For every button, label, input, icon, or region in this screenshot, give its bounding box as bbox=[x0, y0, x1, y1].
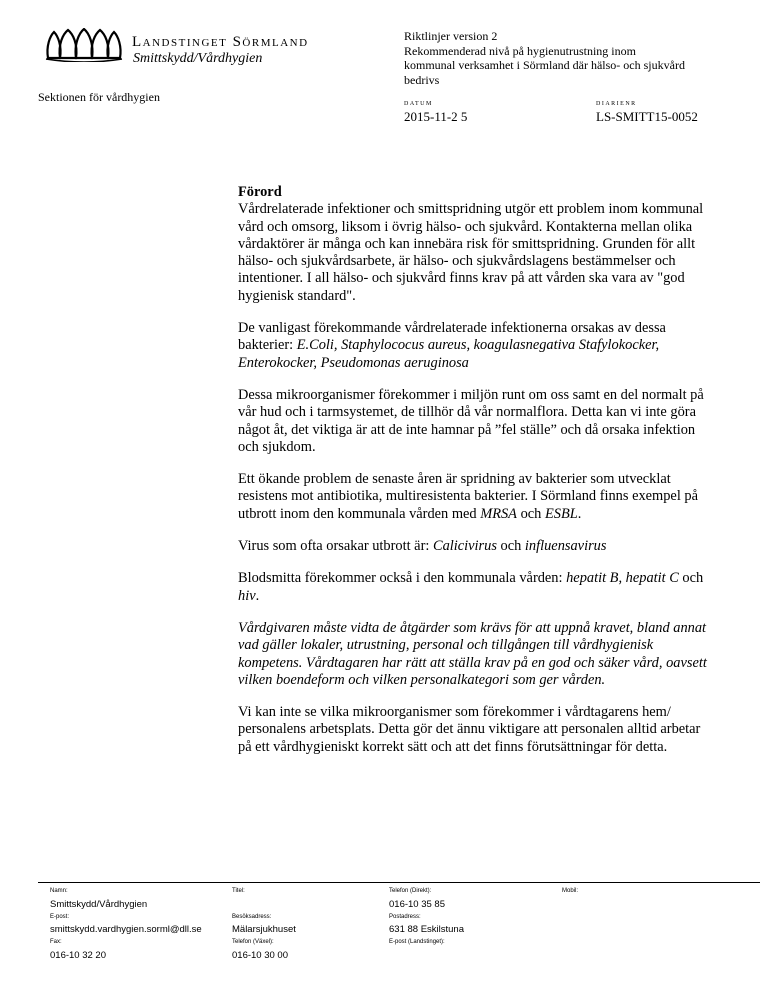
paragraph-6 bbox=[238, 570, 710, 605]
conjunction: och bbox=[678, 570, 704, 587]
section-name: Sektionen för vårdhygien bbox=[38, 90, 160, 104]
paragraph-4 bbox=[238, 471, 710, 523]
punctuation: . bbox=[577, 505, 582, 522]
paragraph-1: Vårdrelaterade infektioner och smittspridning utgör ett problem inom kommunal vård och omsorg, liksom i övrig hälso- och sjukvård. Kontakterna mellan olika vårdaktörer är många och kan innebära risk för smittspridning. Grunden för allt hälso- och sjukvårdsarbete, är hälso- och sjukvårdslagens bestämmelser och intentioner. I all hälso- och sjukvård finns krav på att vården ska vara av "god hygienisk standard". bbox=[238, 201, 704, 304]
footer-email-ls-label: E-post (Landstinget): bbox=[389, 939, 445, 945]
term-calicivirus: Calicivirus bbox=[432, 538, 497, 555]
document-body bbox=[238, 184, 710, 771]
term-esbl: ESBL bbox=[544, 505, 578, 522]
term-hepatit: hepatit B, hepatit C bbox=[566, 570, 679, 587]
section-heading: Förord bbox=[238, 184, 282, 200]
paragraph-4-text: Ett ökande problem de senaste åren är spridning av bakterier som utvecklat resistens mot antibiotika, multiresistenta bakterier. I Sörmland finns exempel på utbrott inom den kommunala vården med bbox=[238, 471, 698, 522]
term-mrsa: MRSA bbox=[480, 505, 517, 522]
document-title-line: Rekommenderad nivå på hygienutrustning inom bbox=[404, 43, 636, 58]
footer-title-label: Titel: bbox=[232, 888, 245, 894]
paragraph-2-text: De vanligast förekommande vårdrelaterade infektionerna orsakas av dessa bakterier: bbox=[238, 320, 666, 354]
paragraph-5-text: Virus som ofta orsakar utbrott är: bbox=[238, 538, 433, 555]
footer-visit-value: Mälarsjukhuset bbox=[232, 924, 296, 935]
date-label: DATUM bbox=[404, 101, 433, 107]
org-subtitle: Smittskydd/Vårdhygien bbox=[133, 51, 263, 66]
document-title bbox=[404, 29, 744, 87]
org-name: Landstinget Sörmland bbox=[132, 34, 309, 50]
paragraph-5 bbox=[238, 538, 710, 555]
footer-post-value: 631 88 Eskilstuna bbox=[389, 924, 464, 935]
document-title-line: kommunal verksamhet i Sörmland där hälso- och sjukvård bbox=[404, 58, 685, 72]
document-title-line: bedrivs bbox=[404, 72, 440, 87]
paragraph-2 bbox=[238, 320, 710, 372]
footer-phone-direct-value: 016-10 35 85 bbox=[389, 899, 445, 910]
landsting-logo-icon bbox=[44, 28, 124, 62]
footer-mobile-label: Mobil: bbox=[562, 888, 579, 894]
conjunction: och bbox=[516, 505, 545, 522]
footer-visit-label: Besöksadress: bbox=[232, 914, 272, 920]
term-hiv: hiv bbox=[238, 587, 256, 604]
term-influensavirus: influensavirus bbox=[524, 538, 607, 555]
conjunction: och bbox=[496, 538, 525, 555]
footer-fax-value: 016-10 32 20 bbox=[50, 950, 106, 961]
date-value: 2015-11-2 5 bbox=[404, 109, 468, 124]
footer-post-label: Postadress: bbox=[389, 914, 421, 920]
ref-value: LS-SMITT15-0052 bbox=[596, 109, 698, 124]
footer-email-value[interactable]: smittskydd.vardhygien.sorml@dll.se bbox=[50, 924, 202, 935]
paragraph-6-text: Blodsmitta förekommer också i den kommunala vården: bbox=[238, 570, 567, 587]
footer-fax-label: Fax: bbox=[50, 939, 62, 945]
footer-name-value: Smittskydd/Vårdhygien bbox=[50, 899, 148, 910]
paragraph-3: Dessa mikroorganismer förekommer i miljön runt om oss samt en del normalt på vår hud och i tarmsystemet, de tillhör då vår normalflora. Detta kan vi inte göra något åt, det viktiga är att de inte hamnar på ”fel ställe” och då orsaka infektion och sjukdom. bbox=[238, 386, 704, 455]
document-title-line: Riktlinjer version 2 bbox=[404, 29, 498, 43]
punctuation: . bbox=[255, 587, 260, 604]
paragraph-7: Vårdgivaren måste vidta de åtgärder som krävs för att uppnå kravet, bland annat vad gäller lokaler, utrustning, personal och tillgången till vårdhygienisk kompetens. Vårdtagaren har rätt att ställa krav på en god och säker vård, oavsett vilken boendeform och vilken personalkategori som ger vården. bbox=[238, 619, 707, 688]
bacteria-list: E.Coli, Staphylococus aureus, koagulasnegativa Stafylokocker, Enterokocker, Pseudomonas aeruginosa bbox=[238, 337, 660, 371]
footer-switch-value: 016-10 30 00 bbox=[232, 950, 288, 961]
footer-phone-direct-label: Telefon (Direkt): bbox=[389, 888, 432, 894]
footer-divider bbox=[38, 882, 760, 883]
footer-switch-label: Telefon (Växel): bbox=[232, 939, 274, 945]
ref-label: DIARIENR bbox=[596, 101, 637, 107]
footer-name-label: Namn: bbox=[50, 888, 68, 894]
footer-email-label: E-post: bbox=[50, 914, 70, 920]
paragraph-8: Vi kan inte se vilka mikroorganismer som förekommer i vårdtagarens hem/ personalens arbetsplats. Detta gör det ännu viktigare att personalen alltid arbetar på ett vårdhygieniskt korrekt sätt och att det finns förutsättningar för detta. bbox=[238, 704, 701, 755]
